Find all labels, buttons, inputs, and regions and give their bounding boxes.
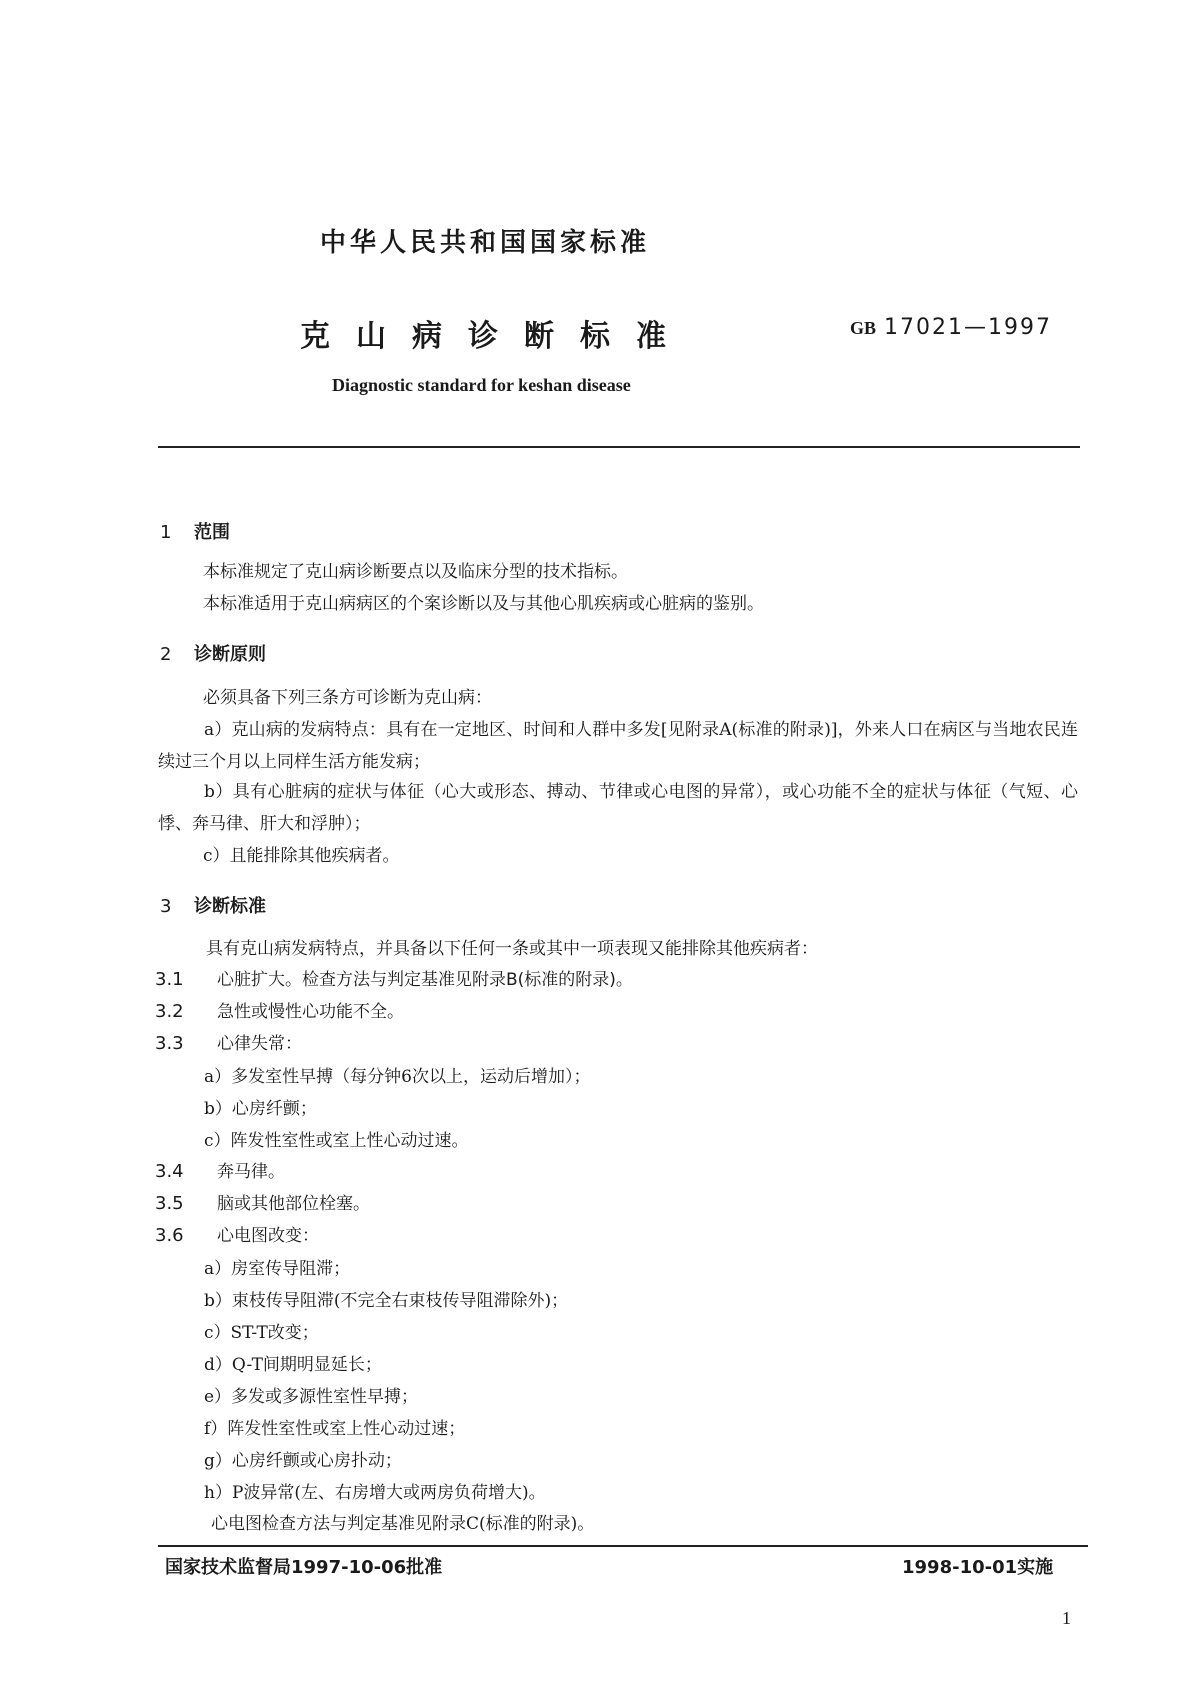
clause-text: 奔马律。 xyxy=(217,1162,285,1182)
scope-paragraph-1: 本标准规定了克山病诊断要点以及临床分型的技术指标。 xyxy=(203,562,628,582)
section-heading-principles xyxy=(160,640,266,666)
clause-3-3 xyxy=(155,1032,302,1056)
principles-intro: 必须具备下列三条方可诊断为克山病： xyxy=(203,688,492,708)
list-item: e）多发或多源性室性早搏； xyxy=(204,1387,419,1407)
list-item: c）ST-T改变； xyxy=(204,1323,319,1343)
org-title: 中华人民共和国国家标准 xyxy=(320,228,651,258)
list-item: a）房室传导阻滞； xyxy=(204,1259,351,1279)
list-item: f）阵发性室性或室上性心动过速； xyxy=(204,1419,466,1439)
list-item: c）阵发性室性或室上性心动过速。 xyxy=(204,1131,469,1151)
clause-3-6 xyxy=(155,1224,319,1248)
scope-paragraph-2: 本标准适用于克山病病区的个案诊断以及与其他心肌疾病或心脏病的鉴别。 xyxy=(203,594,764,614)
section-number: 3 xyxy=(160,896,172,917)
list-item: h）P波异常(左、右房增大或两房负荷增大)。 xyxy=(204,1483,546,1503)
criteria-intro: 具有克山病发病特点，并具备以下任何一条或其中一项表现又能排除其他疾病者： xyxy=(206,939,818,959)
list-item: b）束枝传导阻滞(不完全右束枝传导阻滞除外)； xyxy=(204,1291,569,1311)
principle-item-a: a）克山病的发病特点：具有在一定地区、时间和人群中多发[见附录A(标准的附录)]，外来人口在病区与当地农民连续过三个月以上同样生活方能发病； xyxy=(158,720,1078,772)
footer-divider xyxy=(158,1545,1088,1547)
list-item: a）多发室性早搏（每分钟6次以上，运动后增加）； xyxy=(204,1067,591,1087)
clause-text: 急性或慢性心功能不全。 xyxy=(217,1002,404,1022)
principle-item-c: c）且能排除其他疾病者。 xyxy=(203,846,400,866)
clause-number: 3.1 xyxy=(155,969,184,990)
section-heading-scope xyxy=(160,518,230,544)
clause-text: 脑或其他部位栓塞。 xyxy=(217,1194,370,1214)
clause-number: 3.3 xyxy=(155,1033,184,1054)
standard-number xyxy=(850,315,1052,340)
section-title: 诊断原则 xyxy=(194,644,266,665)
page-number: 1 xyxy=(1062,1608,1071,1628)
section-number: 1 xyxy=(160,522,172,543)
list-item: g）心房纤颤或心房扑动； xyxy=(204,1451,402,1471)
page-title: 克山病诊断标准 xyxy=(300,319,692,354)
principle-item-b: b）具有心脏病的症状与体征（心大或形态、搏动、节律或心电图的异常），或心功能不全的症状与体征（气短、心悸、奔马律、肝大和浮肿）； xyxy=(158,782,1078,834)
section-title: 范围 xyxy=(194,522,230,543)
list-item: d）Q-T间期明显延长； xyxy=(204,1355,382,1375)
clause-number: 3.6 xyxy=(155,1225,184,1246)
ecg-note: 心电图检查方法与判定基准见附录C(标准的附录)。 xyxy=(211,1514,595,1534)
clause-text: 心律失常： xyxy=(217,1034,302,1054)
clause-text: 心脏扩大。检查方法与判定基准见附录B(标准的附录)。 xyxy=(217,970,633,990)
section-heading-criteria xyxy=(160,892,266,918)
clause-3-4 xyxy=(155,1160,285,1184)
section-number: 2 xyxy=(160,644,172,665)
list-item: b）心房纤颤； xyxy=(204,1099,317,1119)
standard-code: 17021—1997 xyxy=(884,315,1052,340)
clause-3-2 xyxy=(155,1000,404,1024)
clause-text: 心电图改变： xyxy=(217,1226,319,1246)
clause-number: 3.5 xyxy=(155,1193,184,1214)
approval-note: 国家技术监督局1997-10-06批准 xyxy=(165,1557,443,1578)
clause-number: 3.4 xyxy=(155,1161,184,1182)
header-divider xyxy=(158,446,1080,448)
clause-number: 3.2 xyxy=(155,1001,184,1022)
clause-3-1 xyxy=(155,968,633,992)
section-title: 诊断标准 xyxy=(194,896,266,917)
clause-3-5 xyxy=(155,1192,370,1216)
english-title: Diagnostic standard for keshan disease xyxy=(332,375,631,395)
effective-date: 1998-10-01实施 xyxy=(902,1557,1054,1578)
standard-prefix: GB xyxy=(850,318,877,338)
